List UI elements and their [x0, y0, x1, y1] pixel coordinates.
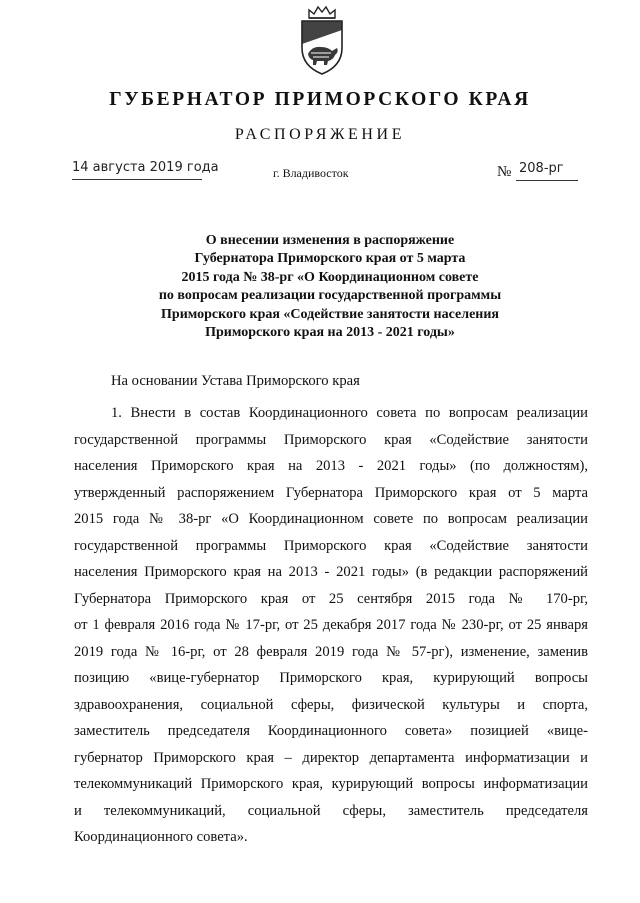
document-city: г. Владивосток — [273, 166, 349, 180]
body-line: населения Приморского края на 2013 - 2021 годы» (по должностям), — [74, 458, 588, 474]
body-line: государственной программы Приморского края «Содействие занятости — [74, 537, 588, 554]
heading-line: Приморского края на 2013 - 2021 годы» — [205, 325, 455, 341]
basis-paragraph: На основании Устава Приморского края — [111, 373, 360, 389]
heading-line: 2015 года № 38-рг «О Координационном совете — [181, 269, 479, 285]
governor-title: ГУБЕРНАТОР ПРИМОРСКОГО КРАЯ — [109, 89, 531, 110]
document-number: 208-рг — [519, 161, 564, 176]
body-line: Координационного совета». — [74, 829, 248, 845]
coat-of-arms-icon — [297, 4, 347, 76]
body-line: заместитель председателя Координационного совета» позицией «вице- — [74, 723, 588, 739]
heading-line: Губернатора Приморского края от 5 марта — [194, 251, 466, 267]
heading-line: Приморского края «Содействие занятости населения — [161, 306, 499, 322]
body-paragraph — [74, 400, 588, 851]
body-line: телекоммуникаций Приморского края, курирующий вопросы информатизации — [74, 776, 588, 792]
body-line: от 1 февраля 2016 года № 17-рг, от 25 декабря 2017 года № 230-рг, от 25 января — [74, 617, 588, 633]
body-line: населения Приморского края на 2013 - 2021 годы» (в редакции распоряжений — [74, 564, 588, 580]
document-heading — [80, 232, 580, 342]
body-line: 1. Внести в состав Координационного совета по вопросам реализации — [111, 405, 588, 421]
body-line: губернатор Приморского края – директор департамента информатизации и — [74, 749, 588, 766]
body-line: государственной программы Приморского края «Содействие занятости — [74, 431, 588, 448]
heading-line: О внесении изменения в распоряжение — [205, 233, 455, 248]
number-underline — [516, 180, 578, 181]
date-underline — [72, 179, 202, 180]
document-type: РАСПОРЯЖЕНИЕ — [234, 126, 406, 143]
heading-line: по вопросам реализации государственной программы — [158, 288, 502, 304]
body-line: Губернатора Приморского края от 25 сентября 2015 года № 170-рг, — [74, 590, 588, 607]
number-sign: № — [497, 164, 512, 180]
body-line: утвержденный распоряжением Губернатора Приморского края от 5 марта — [74, 484, 588, 501]
document-date: 14 августа 2019 года — [72, 160, 219, 175]
body-line: здравоохранения, социальной сферы, физической культуры и спорта, — [74, 696, 588, 713]
body-line: 2015 года № 38-рг «О Координационном совете по вопросам реализации — [74, 511, 588, 527]
body-line: и телекоммуникаций, социальной сферы, заместитель председателя — [74, 802, 588, 819]
body-line: позицию «вице-губернатор Приморского края, курирующий вопросы — [74, 670, 588, 686]
body-line: 2019 года № 16-рг, от 28 февраля 2019 года № 57-рг), изменение, заменив — [74, 643, 588, 660]
